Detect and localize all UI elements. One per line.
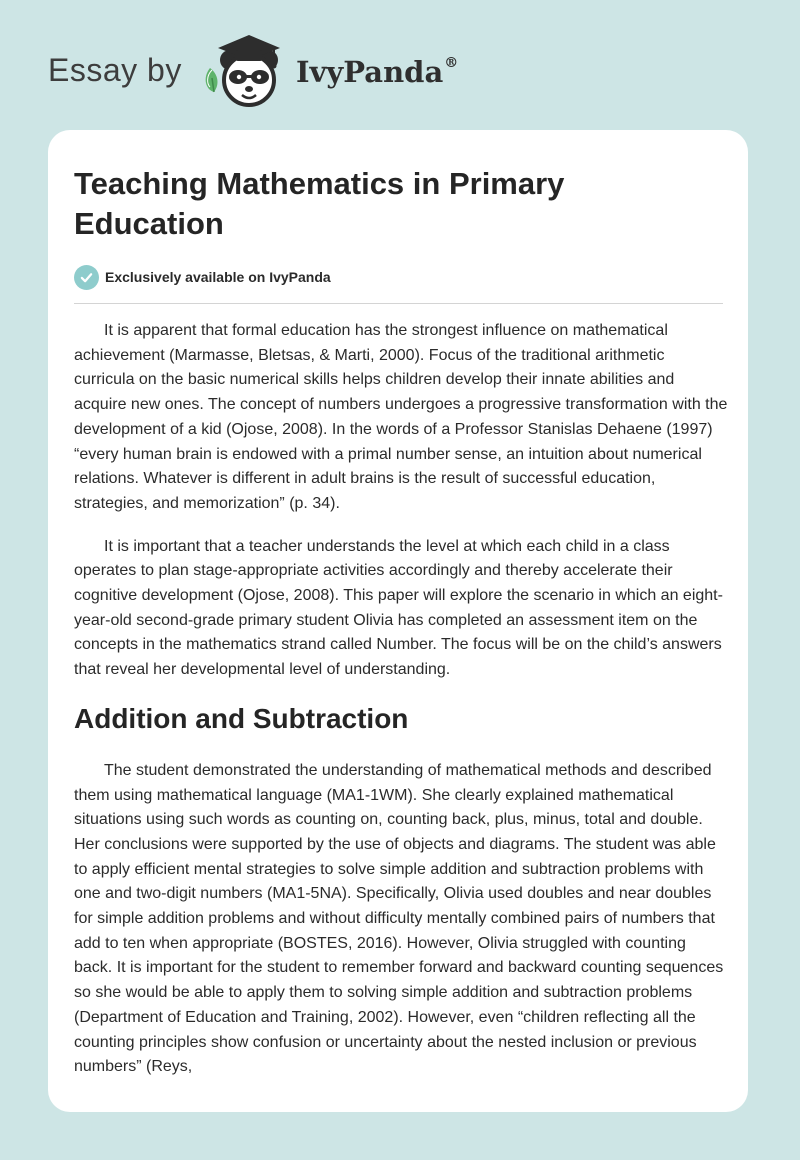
- exclusive-badge: [74, 264, 331, 290]
- section-paragraph-1: The student demonstrated the understanding of mathematical methods and described them using mathematical language (MA1-1WM). She clearly explained mathematical situations using such words as counting on, counting back, plus, minus, total and double. Her conclusions were supported by the use of objects and diagrams. The student was able to apply efficient mental strategies to solve simple addition and subtraction problems with one and two-digit numbers (MA1-5NA). Specifically, Olivia used doubles and near doubles for simple addition problems and without difficulty mentally combined pairs of numbers that add to ten when appropriate (BOSTES, 2016). However, Olivia struggled with counting back. It is important for the student to remember forward and backward counting sequences so she would be able to apply them to solving simple addition and subtraction problems (Department of Education and Training, 2002). However, even “children reflecting all the counting principles show confusion or uncertainty about the nested inclusion or previous numbers” (Reys,: [74, 761, 724, 1076]
- exclusive-badge-text: Exclusively available on IvyPanda: [105, 269, 331, 285]
- article-card: [48, 130, 748, 1112]
- brand-prefix: Essay by: [48, 52, 182, 88]
- article-body: [74, 319, 728, 1098]
- panda-graduate-logo-icon[interactable]: [200, 30, 296, 110]
- page-title: Teaching Mathematics in Primary Education: [74, 166, 565, 241]
- intro-paragraph-1: It is apparent that formal education has the strongest influence on mathematical achievement (Marmasse, Bletsas, & Marti, 2000). Focus of the traditional arithmetic curricula on the basic numerical skills helps children develop their innate abilities and acquire new ones. The concept of numbers undergoes a progressive transformation with the development of a kid (Ojose, 2008). In the words of a Professor Stanislas Dehaene (1997) “every human brain is endowed with a primal number sense, an intuition about numerical relations. Whatever is different in adult brains is the result of successful education, strategies, and memorization” (p. 34).: [74, 322, 728, 512]
- section-heading: Addition and Subtraction: [74, 702, 409, 734]
- registered-mark: ®: [444, 55, 459, 72]
- divider: [74, 303, 723, 304]
- brand-name-text: IvyPanda: [296, 55, 444, 89]
- intro-paragraph-2: It is important that a teacher understands the level at which each child in a class operates to plan stage-appropriate activities accordingly and thereby accelerate their cognitive development (Ojose, 2008). This paper will explore the scenario in which an eight-year-old second-grade primary student Olivia has completed an assessment item on the concepts in the mathematics strand called Number. The focus will be on the child’s answers that reveal her developmental level of understanding.: [74, 537, 723, 679]
- check-circle-icon: [74, 265, 99, 290]
- brand-name[interactable]: [296, 55, 458, 89]
- site-header: [0, 0, 800, 120]
